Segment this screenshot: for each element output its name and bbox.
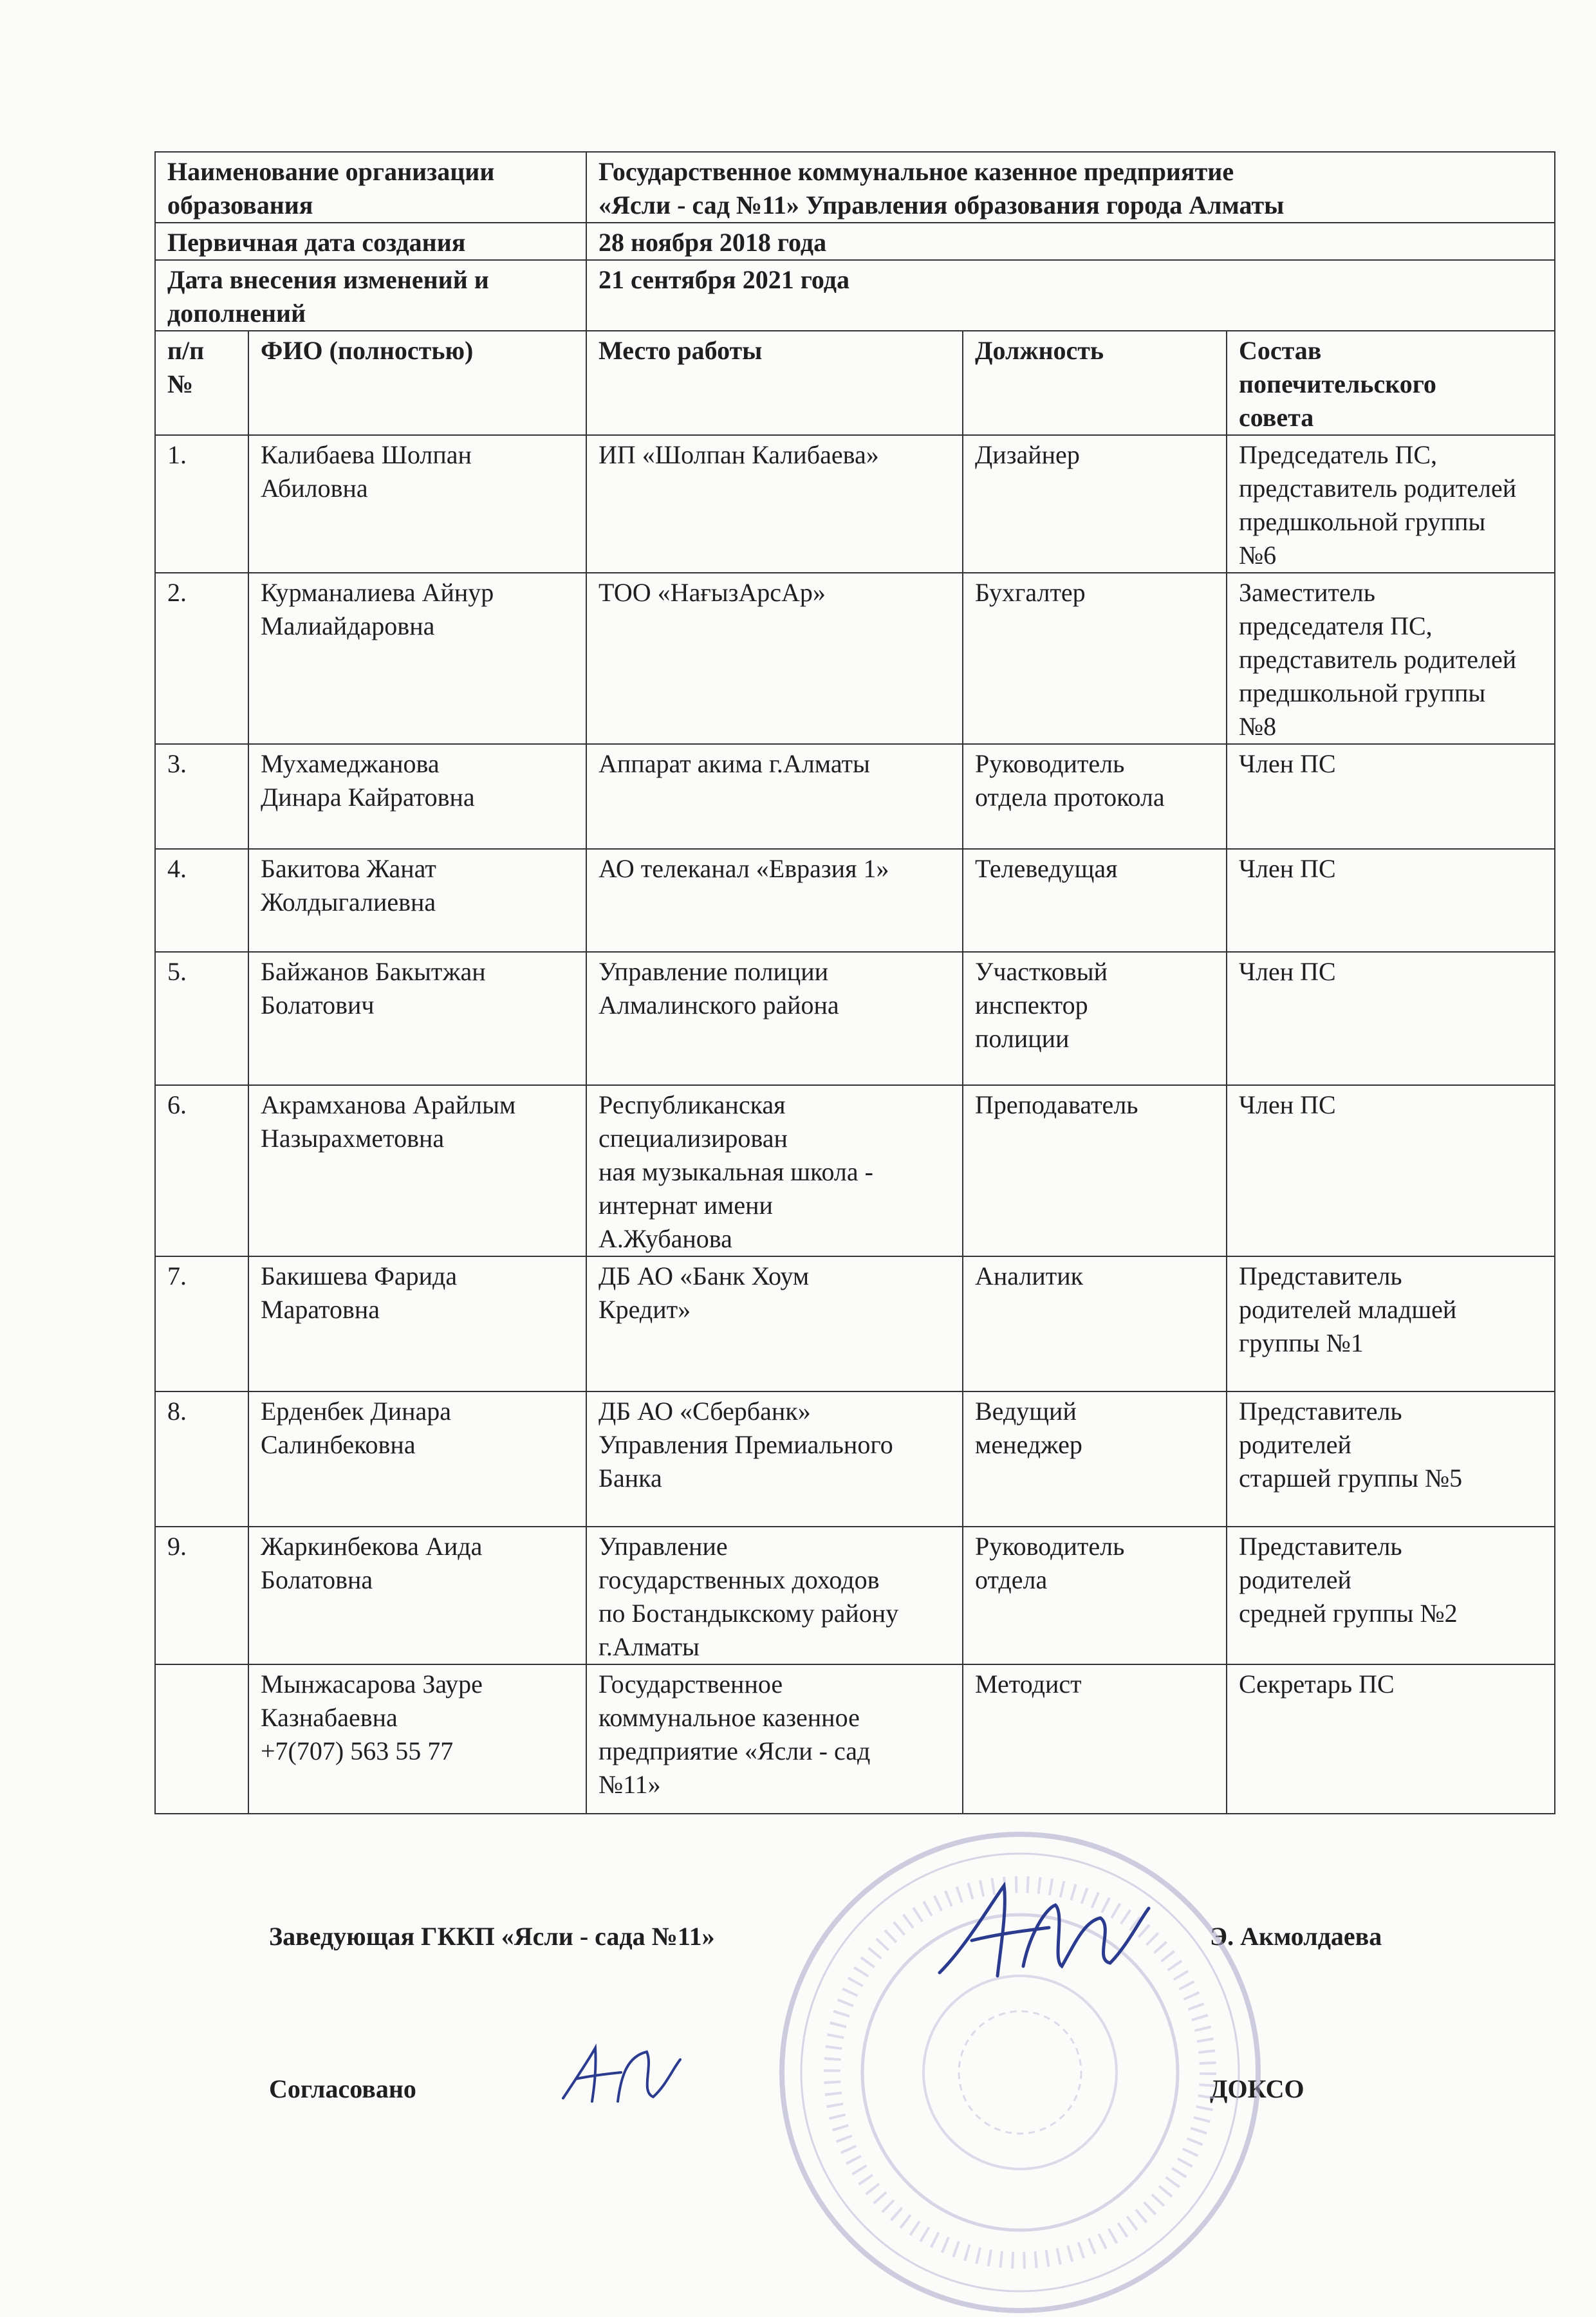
member-fio: Бакишева Фарида Маратовна	[248, 1256, 586, 1391]
member-fio: Жаркинбекова Аида Болатовна	[248, 1527, 586, 1664]
table-row	[155, 1391, 1555, 1527]
member-role: Заместитель председателя ПС, представитель родителей предшкольной группы №8	[1227, 573, 1555, 744]
member-work: Управление полиции Алмалинского района	[586, 952, 963, 1085]
member-fio: Калибаева Шолпан Абиловна	[248, 435, 586, 573]
member-role: Представитель родителей средней группы №2	[1227, 1527, 1555, 1664]
org-row	[155, 152, 1555, 223]
table-row	[155, 435, 1555, 573]
column-header-work: Место работы	[586, 331, 963, 435]
head-title: Заведующая ГККП «Ясли - сада №11»	[269, 1922, 715, 1951]
member-work: ДБ АО «Банк Хоум Кредит»	[586, 1256, 963, 1391]
member-num: 1.	[155, 435, 248, 573]
head-name: Э. Акмолдаева	[1210, 1922, 1382, 1951]
member-fio: Байжанов Бакытжан Болатович	[248, 952, 586, 1085]
table-row	[155, 1256, 1555, 1391]
member-position: Руководитель отдела протокола	[963, 744, 1227, 849]
member-position: Руководитель отдела	[963, 1527, 1227, 1664]
approved-org: ДОКСО	[1210, 2074, 1304, 2103]
member-fio: Ерденбек Динара Салинбековна	[248, 1391, 586, 1527]
created-row	[155, 223, 1555, 260]
member-num: 7.	[155, 1256, 248, 1391]
column-header-position: Должность	[963, 331, 1227, 435]
member-num: 9.	[155, 1527, 248, 1664]
org-label: Наименование организации образования	[155, 152, 586, 223]
member-role: Председатель ПС, представитель родителей предшкольной группы №6	[1227, 435, 1555, 573]
member-work: АО телеканал «Евразия 1»	[586, 849, 963, 952]
column-header-fio: ФИО (полностью)	[248, 331, 586, 435]
column-header-role: Состав попечительского совета	[1227, 331, 1555, 435]
member-fio: Акрамханова Арайлым Назырахметовна	[248, 1085, 586, 1256]
member-fio: Мынжасарова Зауре Казнабаевна +7(707) 563 55 77	[248, 1664, 586, 1814]
member-role: Член ПС	[1227, 1085, 1555, 1256]
member-position: Участковый инспектор полиции	[963, 952, 1227, 1085]
member-work: Управление государственных доходов по Бостандыкскому району г.Алматы	[586, 1527, 963, 1664]
column-header-num: п/п №	[155, 331, 248, 435]
member-role: Член ПС	[1227, 744, 1555, 849]
changed-value: 21 сентября 2021 года	[586, 260, 1555, 331]
member-role: Член ПС	[1227, 952, 1555, 1085]
member-position: Преподаватель	[963, 1085, 1227, 1256]
member-role: Представитель родителей старшей группы №5	[1227, 1391, 1555, 1527]
org-value: Государственное коммунальное казенное предприятие «Ясли - сад №11» Управления образования города Алматы	[586, 152, 1555, 223]
member-num: 8.	[155, 1391, 248, 1527]
member-fio: Курманалиева Айнур Малиайдаровна	[248, 573, 586, 744]
table-row	[155, 1527, 1555, 1664]
table-row	[155, 1664, 1555, 1814]
member-role: Представитель родителей младшей группы №1	[1227, 1256, 1555, 1391]
member-position: Дизайнер	[963, 435, 1227, 573]
member-fio: Мухамеджанова Динара Кайратовна	[248, 744, 586, 849]
column-header-row	[155, 331, 1555, 435]
member-position: Аналитик	[963, 1256, 1227, 1391]
approved-label: Согласовано	[269, 2074, 416, 2103]
approval-signature	[557, 2040, 685, 2111]
created-value: 28 ноября 2018 года	[586, 223, 1555, 260]
member-num	[155, 1664, 248, 1814]
member-num: 3.	[155, 744, 248, 849]
member-num: 6.	[155, 1085, 248, 1256]
member-num: 5.	[155, 952, 248, 1085]
member-work: Республиканская специализирован ная музыкальная школа - интернат имени А.Жубанова	[586, 1085, 963, 1256]
member-position: Ведущий менеджер	[963, 1391, 1227, 1527]
board-members-table	[154, 151, 1555, 1814]
head-signature	[927, 1870, 1158, 1992]
table-row	[155, 573, 1555, 744]
changed-label: Дата внесения изменений и дополнений	[155, 260, 586, 331]
table-row	[155, 1085, 1555, 1256]
created-label: Первичная дата создания	[155, 223, 586, 260]
member-work: Государственное коммунальное казенное предприятие «Ясли - сад №11»	[586, 1664, 963, 1814]
table-row	[155, 952, 1555, 1085]
changed-row	[155, 260, 1555, 331]
member-work: ИП «Шолпан Калибаева»	[586, 435, 963, 573]
member-num: 4.	[155, 849, 248, 952]
member-num: 2.	[155, 573, 248, 744]
member-work: ДБ АО «Сбербанк» Управления Премиального Банка	[586, 1391, 963, 1527]
member-position: Телеведущая	[963, 849, 1227, 952]
member-work: ТОО «НағызАрсАр»	[586, 573, 963, 744]
member-fio: Бакитова Жанат Жолдыгалиевна	[248, 849, 586, 952]
member-position: Методист	[963, 1664, 1227, 1814]
member-position: Бухгалтер	[963, 573, 1227, 744]
table-row	[155, 744, 1555, 849]
member-work: Аппарат акима г.Алматы	[586, 744, 963, 849]
member-role: Секретарь ПС	[1227, 1664, 1555, 1814]
member-role: Член ПС	[1227, 849, 1555, 952]
table-row	[155, 849, 1555, 952]
